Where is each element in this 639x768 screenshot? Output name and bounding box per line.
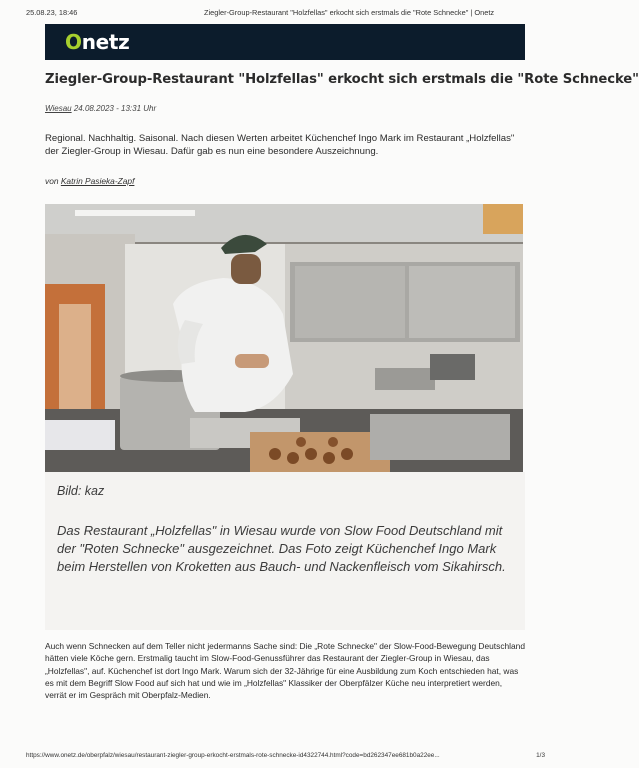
print-url: https://www.onetz.de/oberpfalz/wiesau/restaurant-ziegler-group-erkocht-erstmals-rote-schnecke-id4322744.html?code=bd262347ee681b0a22ee... — [26, 752, 440, 759]
image-caption: Das Restaurant „Holzfellas" in Wiesau wurde von Slow Food Deutschland mit der "Roten Schnecke" ausgezeichnet. Das Foto zeigt Küchenchef Ingo Mark beim Herstellen von Kroketten aus Bauch- und Nackenfleisch vom Sikahirsch. — [57, 523, 506, 574]
print-page-number: 1/3 — [536, 752, 545, 759]
article-photo — [45, 204, 523, 472]
article-author — [45, 176, 134, 186]
kitchen-photo-illustration — [45, 204, 523, 472]
article-body-paragraph: Auch wenn Schnecken auf dem Teller nicht jedermanns Sache sind: Die „Rote Schnecke" der Slow-Food-Bewegung Deutschland hätten viele Köche gern. Erstmalig taucht im Slow-Food-Genussführer das Restaurant der Ziegler-Group in Wiesau, das „Holzfellas", auf. Küchenchef ist dort Ingo Mark. Warum sich der 32-Jährige für eine Ausbildung zum Koch entschieden hat, was es mit dem Begriff Slow Food auf sich hat und wie im „Holzfellas" Klassiker der Oberpfälzer Küche neu interpretiert werden, verrät er im Gespräch mit Oberpfalz-Medien. — [45, 641, 525, 701]
logo-letter-o: O — [65, 30, 82, 54]
author-prefix: von — [45, 176, 59, 186]
onetz-logo[interactable] — [65, 30, 130, 54]
print-timestamp: 25.08.23, 18:46 — [26, 8, 78, 17]
logo-text: netz — [81, 30, 130, 54]
image-credit: Bild: kaz — [57, 484, 105, 498]
article-meta — [45, 104, 156, 113]
article-title: Ziegler-Group-Restaurant "Holzfellas" erkocht sich erstmals die "Rote Schnecke" — [45, 72, 639, 87]
print-document-title: Ziegler-Group-Restaurant "Holzfellas" erkocht sich erstmals die "Rote Schnecke" | Onetz — [204, 8, 495, 17]
article-location-link[interactable]: Wiesau — [45, 104, 72, 113]
author-name-link[interactable]: Katrin Pasieka-Zapf — [60, 176, 135, 186]
site-header-bar — [45, 24, 525, 60]
article-date: 24.08.2023 - 13:31 Uhr — [73, 104, 157, 113]
article-teaser: Regional. Nachhaltig. Saisonal. Nach diesen Werten arbeitet Küchenchef Ingo Mark im Restaurant „Holzfellas" der Ziegler-Group in Wiesau. Dafür gab es nun eine besondere Auszeichnung. — [45, 133, 515, 157]
article-page — [45, 24, 639, 701]
print-header — [26, 8, 531, 20]
image-caption-box — [45, 472, 525, 630]
print-footer — [26, 752, 545, 762]
